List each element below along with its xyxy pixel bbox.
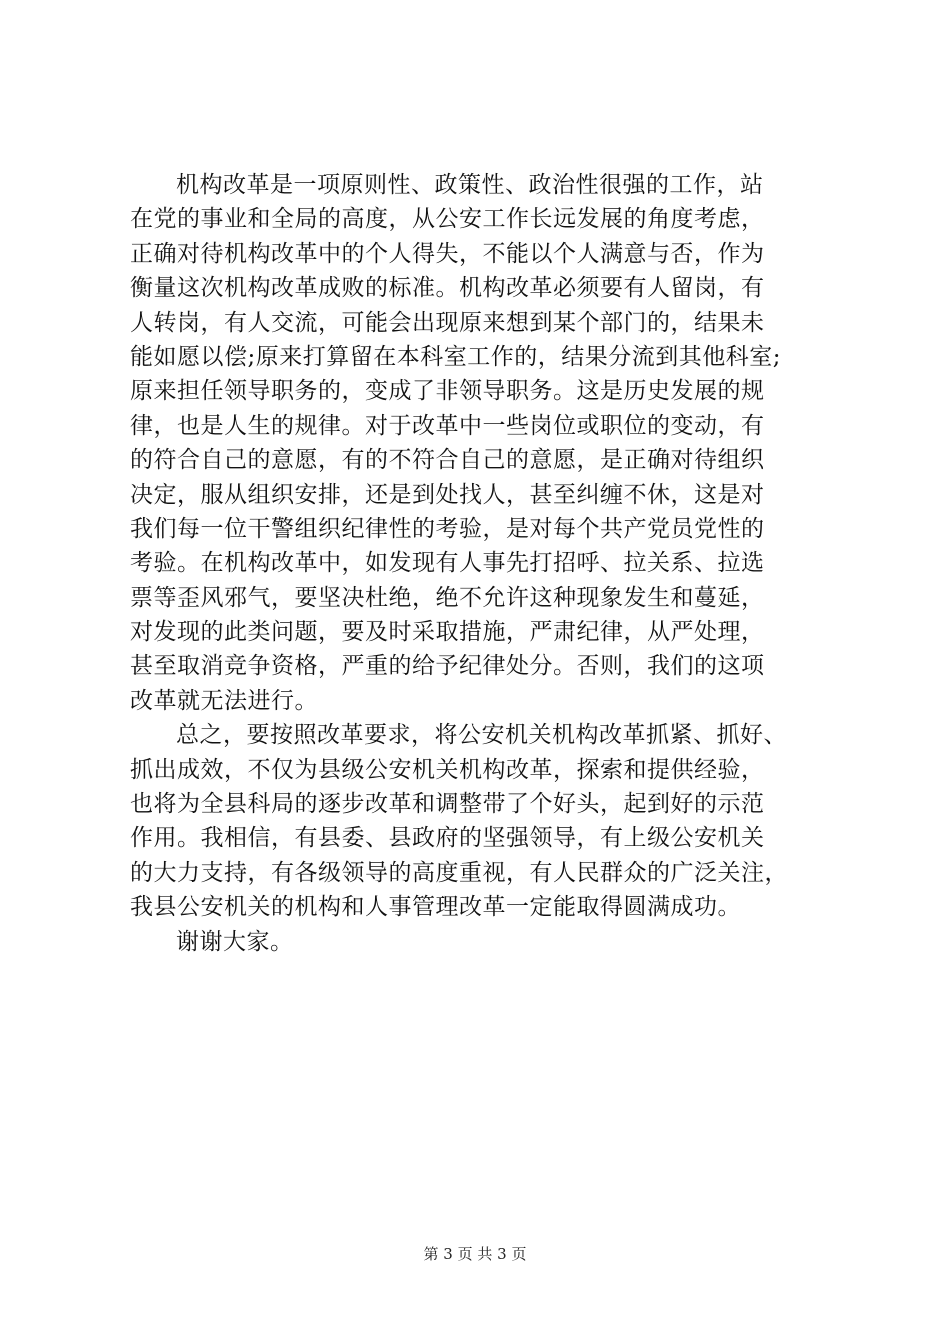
- paragraph-line: 对发现的此类问题，要及时采取措施，严肃纪律，从严处理，: [130, 619, 765, 646]
- paragraph-line: 谢谢大家。: [176, 928, 294, 955]
- paragraph-line: 机构改革是一项原则性、政策性、政治性很强的工作，站: [176, 172, 764, 198]
- paragraph-line: 我们每一位干警组织纪律性的考验，是对每个共产党员党性的: [130, 515, 765, 542]
- paragraph-line: 票等歪风邪气，要坚决杜绝，绝不允许这种现象发生和蔓延，: [130, 584, 765, 611]
- paragraph-line: 的符合自己的意愿，有的不符合自己的意愿，是正确对待组织: [130, 447, 765, 474]
- paragraph-line: 在党的事业和全局的高度，从公安工作长远发展的角度考虑，: [130, 206, 765, 233]
- paragraph-line: 我县公安机关的机构和人事管理改革一定能取得圆满成功。: [130, 894, 741, 921]
- paragraph-line: 决定，服从组织安排，还是到处找人，甚至纠缠不休，这是对: [130, 481, 765, 508]
- paragraph-line: 能如愿以偿;原来打算留在本科室工作的，结果分流到其他科室;: [130, 343, 781, 370]
- paragraph-line: 衡量这次机构改革成败的标准。机构改革必须要有人留岗，有: [130, 275, 765, 302]
- paragraph-line: 正确对待机构改革中的个人得失，不能以个人满意与否，作为: [130, 240, 765, 267]
- paragraph-line: 也将为全县科局的逐步改革和调整带了个好头，起到好的示范: [130, 791, 765, 818]
- paragraph-line: 作用。我相信，有县委、县政府的坚强领导，有上级公安机关: [130, 825, 765, 852]
- page-number-footer: 第 3 页 共 3 页: [423, 1245, 527, 1263]
- paragraph-line: 总之，要按照改革要求，将公安机关机构改革抓紧、抓好、: [176, 722, 787, 749]
- paragraph-line: 人转岗，有人交流，可能会出现原来想到某个部门的，结果未: [130, 309, 765, 336]
- paragraph-line: 考验。在机构改革中，如发现有人事先打招呼、拉关系、拉选: [130, 550, 765, 577]
- paragraph-line: 改革就无法进行。: [130, 687, 318, 714]
- paragraph-line: 抓出成效，不仅为县级公安机关机构改革，探索和提供经验，: [130, 756, 765, 783]
- paragraph-line: 律，也是人生的规律。对于改革中一些岗位或职位的变动，有: [130, 412, 765, 439]
- paragraph-line: 原来担任领导职务的，变成了非领导职务。这是历史发展的规: [130, 378, 765, 405]
- document-body: [130, 168, 830, 959]
- paragraph-line: 的大力支持，有各级领导的高度重视，有人民群众的广泛关注，: [130, 859, 788, 886]
- paragraph-line: 甚至取消竞争资格，严重的给予纪律处分。否则，我们的这项: [130, 653, 765, 680]
